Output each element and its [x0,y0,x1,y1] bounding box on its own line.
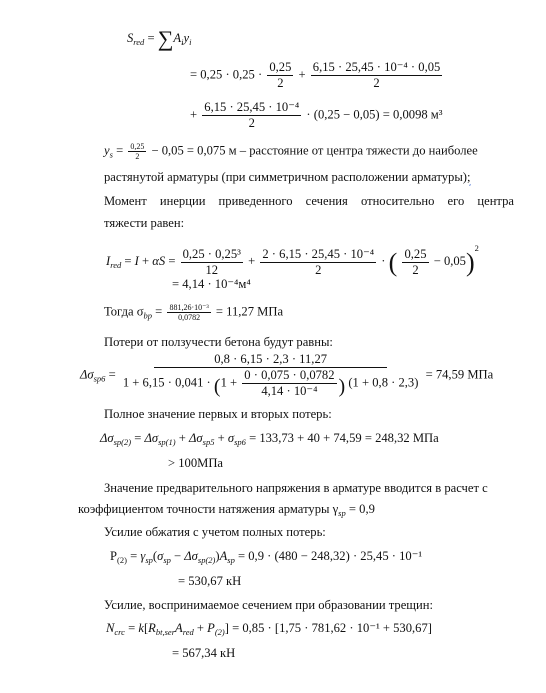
sred-equation-line2: = 0,25 · 0,25 · $\frac{0,25}{2}$ + $\frac{\text{6,15 · 25,45 · 10⁻⁴ · 0,05}}{2}$ [190,60,441,90]
moment-text-line1: Момент инерции приведенного сечения относительно его центра [104,194,514,208]
creep-equation: $\Delta\sigma_{sp6}$ = 0,8 · 6,15 · 2,3 · 11,27 1 + 6,15 · 0,041 · (1 + $\frac{0 \cdot 0,075 \cdot 0,0782}{\text{4,14 · 10⁻⁴}}$ ) (1 + 0,8 · 2,3) = 74,59 МПа [80,352,494,398]
ired-equation: $I_{red} = I + \alpha S$ = $\frac{\text{0,25 · 0,25³}}{12}$ + $\frac{\text{2 · 6,15 · 25,45 · 10⁻⁴}}{2}$ · ( $\frac{0,25}{2}$ − 0,05)$^2$ [106,243,479,277]
crack-equation: $N_{crc} = k[R_{bt,ser}A_{red} + P_{(2)}] = 0,85 \cdot [1,75 \cdot 781,62 \cdot 10^{-1} + 530,67]$ [106,621,432,637]
sred-fraction-1: $\frac{0,25}{2}$ [269,60,292,90]
sred-line3-rest: · (0,25 − 0,05) = 0,0098 м³ [306,107,443,122]
compression-heading: Усилие обжатия с учетом полных потерь: [104,525,326,539]
sred-line2-start: = 0,25 · 0,25 · [190,67,263,82]
sigma-bp-fraction: $\frac{\text{881,26·10⁻³}}{0,0782}$ [169,303,209,322]
ired-fraction-1: $\frac{\text{0,25 · 0,25³}}{12}$ [182,246,241,277]
ys-rest: − 0,05 = 0,075 м – расстояние от центра тяжести до наиболее [151,143,478,158]
compression-result: = 530,67 кН [178,574,242,588]
sred-equation-line3: + $\frac{\text{6,15 · 25,45 · 10⁻⁴}}{2}$ · (0,25 − 0,05) = 0,0098 м³ [190,100,443,130]
crack-heading: Усилие, воспринимаемое сечением при образовании трещин: [104,598,433,612]
creep-inner-fraction: $\frac{0 \cdot 0,075 \cdot 0,0782}{\text{4,14 · 10⁻⁴}}$ [244,368,335,398]
ired-fraction-3: $\frac{0,25}{2}$ [404,246,427,277]
sigma-bp-equation: Тогда $\sigma_{bp}$ = $\frac{\text{881,26·10⁻³}}{0,0782}$ = 11,27 МПа [104,303,284,322]
creep-main-fraction: 0,8 · 6,15 · 2,3 · 11,27 1 + 6,15 · 0,041 · (1 + $\frac{0 \cdot 0,075 \cdot 0,0782}{\text{4,14 · 10⁻⁴}}$ ) (1 + 0,8 · 2,3) [122,352,419,398]
moment-text-line2: тяжести равен: [104,216,185,230]
compression-equation: $P_{(2)} = \gamma_{sp}(\sigma_{sp} - \Delta\sigma_{sp(2)})A_{sp} = 0,9 \cdot (480 - 248,32) \cdot 25,45 \cdot 10^{-1}$ [110,549,423,565]
ired-result: = 4,14 · 10⁻⁴м⁴ [172,277,251,291]
total-equation: $\Delta\sigma_{sp(2)} = \Delta\sigma_{sp(1)} + \Delta\sigma_{sp5} + \sigma_{sp6} = 133,73 + 40 + 74,59 = 248,32$ МПа [100,431,439,447]
sred-equation-line1: $S_{red} = \sum A_iy_i$ [127,26,192,51]
crack-result: = 567,34 кН [172,646,236,660]
ired-fraction-2: $\frac{\text{2 · 6,15 · 25,45 · 10⁻⁴}}{2}$ [262,246,375,277]
sred-fraction-2: $\frac{\text{6,15 · 25,45 · 10⁻⁴ · 0,05}}{2}$ [312,60,441,90]
creep-heading: Потери от ползучести бетона будут равны: [104,335,333,349]
ys-fraction: $\frac{0,25}{2}$ [130,142,145,161]
prestress-line1: Значение предварительного напряжения в арматуре вводится в расчет с [104,481,488,495]
sred-fraction-3: $\frac{\text{6,15 · 25,45 · 10⁻⁴}}{2}$ [204,100,300,130]
total-comparison: > 100МПа [168,456,224,470]
total-heading: Полное значение первых и вторых потерь: [104,407,332,421]
prestress-line2: коэффициентом точности натяжения арматуры $\gamma_{sp} = 0,9$ [78,502,375,518]
ys-text-line2: растянутой арматуры (при симметричном расположении арматуры); [104,170,471,184]
ys-equation: $y_s$ = $\frac{0,25}{2}$ − 0,05 = 0,075 м – расстояние от центра тяжести до наиболее [104,142,478,161]
